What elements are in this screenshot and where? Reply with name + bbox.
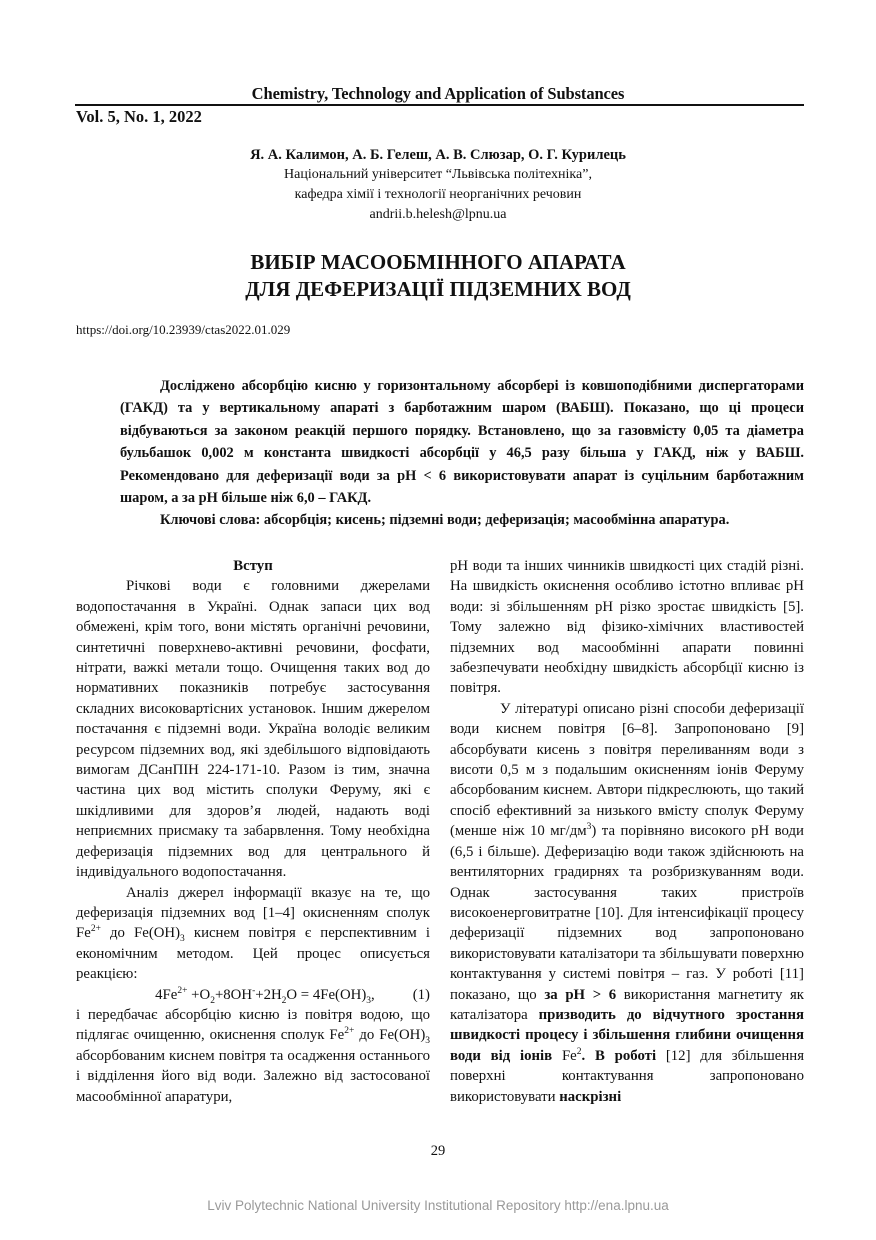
text-run: киснем повітря є перспективним і економічним методом. Цей процес описується реакцією:: [76, 925, 430, 983]
affiliation-department: кафедра хімії і технології неорганічних речовин: [294, 187, 582, 202]
journal-title: Chemistry, Technology and Application of Substances: [251, 84, 625, 103]
paragraph: [450, 699, 804, 1107]
page-number: 29: [430, 1143, 446, 1159]
paragraph: [76, 883, 430, 985]
equation-1: [76, 985, 430, 1005]
section-heading-introduction: Вступ: [233, 558, 273, 574]
equation-formula: $4Fe^{2+} +O_2+8OH^-+2H_2O = 4Fe(OH)_3$,: [155, 985, 375, 1006]
text-run: до Fe(OH): [354, 1027, 426, 1044]
volume-issue: Vol. 5, No. 1, 2022: [76, 107, 202, 126]
superscript: 2+: [90, 924, 101, 935]
paragraph: Річкові води є головними джерелами водопостачання в Україні. Однак запаси цих вод обмежені, крім того, вони містять органічні речовини, синтетичні поверхнево-активні речовини, фосфати, нітрати, важкі метали тощо. Очищення таких вод до нормативних показників потребує застосування складних високовартісних установок. Іншим джерелом постачання є підземні води. Україна володіє великим ресурсом підземних вод, які здебільшого відповідають вимогам ДСанПІН 224-171-10. Разом із тим, значна частина цих вод містить сполуки Феруму, які є шкідливими для здоров’я людей, надають воді неприємних присмаку та забарвлення. Тому необхідна деферизація підземних вод для центрального й індивідуального водопостачання.: [76, 578, 430, 881]
authors: Я. А. Калимон, А. Б. Гелеш, А. В. Слюзар, О. Г. Курилець: [250, 147, 626, 163]
text-run: Аналіз джерел інформації вказує на те, що деферизація підземних вод [1–4] окисненням сполук Fe: [76, 884, 430, 942]
bold-text: наскрізні: [559, 1088, 622, 1105]
body-column-right: [450, 556, 804, 1107]
paragraph: pH води та інших чинників швидкості цих стадій різні. На швидкість окиснення особливо істотно впливає pH води: зі збільшенням pH різко зростає швидкість [5]. Тому залежно від фізико-хімічних властивостей підземних вод масообмінні апарати повинні забезпечувати необхідну швидкість абсорбції кисню із повітря.: [450, 558, 804, 697]
article-title-line-1: ВИБІР МАСООБМІННОГО АПАРАТА: [250, 250, 626, 274]
abstract: [120, 375, 804, 532]
text-run: використання магнетиту як каталізатора: [450, 986, 804, 1023]
text-run: і передбачає абсорбцію кисню із повітря водою, що підлягає очищенню, окиснення сполук Fe: [76, 1006, 430, 1044]
keywords: Ключові слова: абсорбція; кисень; підземні води; деферизація; масообмінна апаратура.: [160, 512, 730, 529]
bold-text: за pH > 6: [544, 986, 617, 1003]
superscript: 3: [586, 822, 592, 833]
text-run: ) та порівняно високого pH води (6,5 і більше). Деферизацію води також здійснюють на вентиляторних градирнях та розбризкуванням води. Однак застосування таких пристроїв високоенерговитратне [10]. Для інтенсифікації процесу деферизації підземних вод запропоновано використовувати каталізатори та збільшувати поверхню контактування у системі повітря – газ. У роботі [11] показано, що: [450, 823, 804, 1003]
bold-text: . В роботі: [581, 1047, 657, 1064]
subscript: 3: [180, 934, 185, 945]
equation-number: (1): [412, 986, 430, 1003]
text-run: У літературі описано різні способи деферизації води киснем повітря [6–8]. Запропоновано [9] абсорбувати кисень з повітря переливанням води з висоти 0,5 м з подальшим окисненням іонів Феруму абсорбованим киснем. Автори підкреслюють, що такий спосіб ефективний за низького вмісту сполук Феруму (менше ніж 10 мг/дм: [450, 700, 804, 840]
doi-link[interactable]: https://doi.org/10.23939/ctas2022.01.029: [76, 322, 291, 337]
text-run: Fe: [552, 1047, 577, 1064]
abstract-text: Досліджено абсорбцію кисню у горизонтальному абсорбері із ковшоподібними диспергаторами (ГАКД) та у вертикальному апараті з барботажним шаром (ВАБШ). Показано, що ці процеси відбуваються за законом реакцій першого порядку. Встановлено, що за газовмісту 0,05 та діаметра бульбашок 0,002 м константа швидкості абсорбції у 46,5 разу більша у ГАКД, ніж у ВАБШ. Рекомендовано для деферизації води за pH < 6 використовувати апарат із суцільним барботажним шаром, а за pH більше ніж 6,0 – ГАКД.: [120, 378, 804, 507]
superscript: 2: [576, 1046, 582, 1057]
subscript: 3: [425, 1036, 430, 1047]
text-run: абсорбованим киснем повітря та осадження останнього і відділення його від води. Залежно від застосованої масообмінної апаратури,: [76, 1047, 430, 1105]
article-title-line-2: ДЛЯ ДЕФЕРИЗАЦІЇ ПІДЗЕМНИХ ВОД: [245, 277, 631, 301]
body-column-left: [76, 556, 430, 1107]
text-run: до Fe(OH): [100, 925, 181, 942]
header-divider: [75, 104, 804, 106]
text-run: [12] для збільшення поверхні контактування запропоновано використовувати: [450, 1047, 804, 1105]
superscript: 2+: [344, 1026, 355, 1037]
bold-text: призводить до відчутного зростання швидкості процесу і збільшення глибини очищення води від іонів: [450, 1006, 804, 1064]
paragraph: [76, 1005, 430, 1107]
affiliation-university: Національний університет “Львівська політехніка”,: [284, 167, 592, 182]
repository-footer: Lviv Polytechnic National University Institutional Repository http://ena.lpnu.ua: [207, 1198, 669, 1213]
author-email[interactable]: andrii.b.helesh@lpnu.ua: [369, 207, 507, 222]
